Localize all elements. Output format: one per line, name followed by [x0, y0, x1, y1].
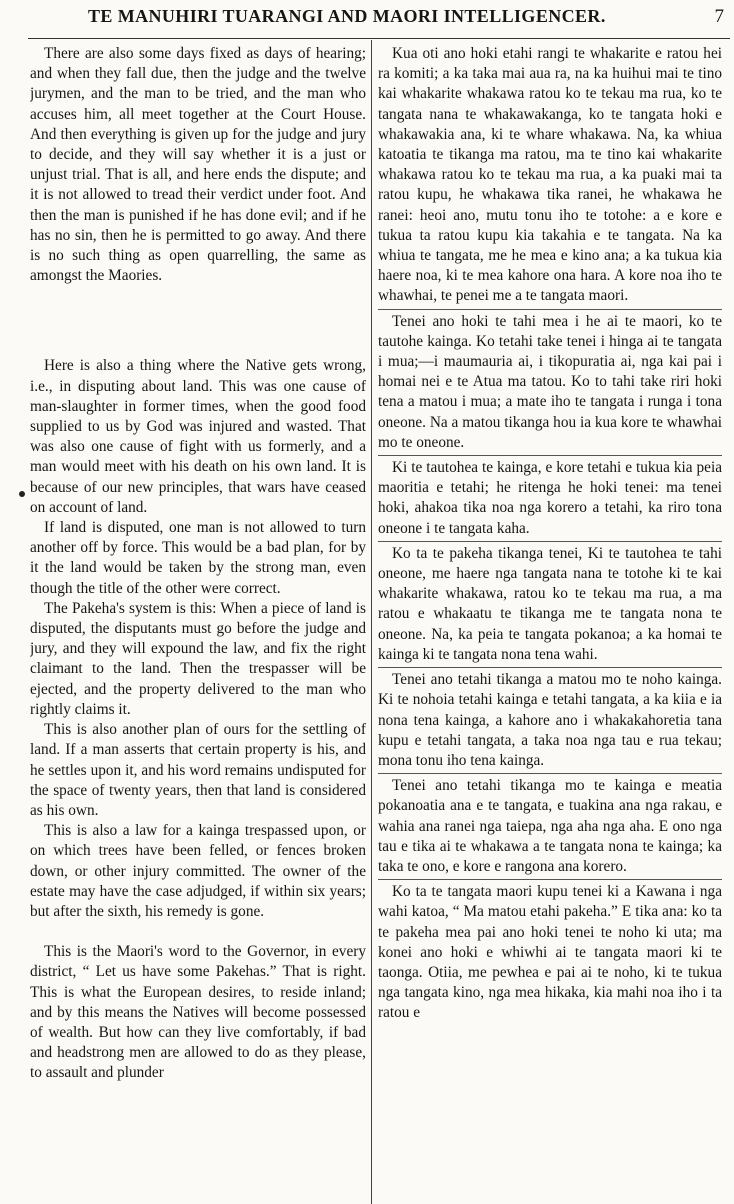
- header-rule: [28, 38, 730, 39]
- paragraph-rule: [378, 541, 722, 542]
- paragraph-rule: [378, 773, 722, 774]
- margin-mark: [19, 491, 25, 497]
- page-number: 7: [714, 6, 724, 27]
- english-paragraph: Here is also a thing where the Native gets wrong, i.e., in disputing about land. This was one cause of man-slaughter in former times, when the good food supplied to us by God was injured and wasted. That was also one cause of fight with us formerly, and a man would meet with his death on his own land. It is because of our new principles, that wars have ceased on account of land.: [30, 357, 366, 516]
- maori-paragraph: Kua oti ano hoki etahi rangi te whakarite e ratou hei ra komiti; a ka taka mai aua ra, na ka huihui mai te tino kai whakarite whakawa ratou ko te tekau ma rua, ko te tangata nana te whakawakanga, ko te tangata hoki e whakawakia ana, ki te whare whakawa. Na, ka whiua katoatia te tikanga ma ratou, ma te tino kai whakarite whakawa ratou ko te tekau ma rua, a ka puaki mai ta ratou kupu, he whakawa tika ranei, he whakawa he ranei: heoi ano, mutu tonu iho te totohe: a e kore e tukua ta ratou kupu kia takahia e te tangata. Na ka whiua te tangata, me he mea e kino ana; a ka tukua kia haere noa, ki te mea kahore ona hara. A kore noa iho te whawhai, te penei me a te tangata maori.: [378, 45, 722, 305]
- paragraph-rule: [378, 879, 722, 880]
- english-paragraph: If land is disputed, one man is not allowed to turn another off by force. This would be a bad plan, for by it the land would be taken by the strong man, even though the title of the other were correct.: [30, 519, 366, 597]
- maori-paragraph: Ko ta te tangata maori kupu tenei ki a Kawana i nga wahi katoa, “ Ma matou etahi pakeha.” E tika ana: ko ta te pakeha mea pai ano hoki tenei te noho ki uta; ma konei ano hoki e whiwhi ai te tangata maori ki te taonga. Otiia, me pewhea e pai ai te noho, ki te tukua nga tangata kino, nga mea hikaka, kia mahi noa iho i ta ratou e: [378, 883, 722, 1022]
- maori-paragraph: Tenei ano tetahi tikanga mo te kainga e meatia pokanoatia ana e te tangata, e tuakina ana nga rakau, e wahia ana ranei nga taiepa, nga aha nga aha. E ono nga tau e tika ai te whakawa a te tangata nona te kainga; ka taka te ono, e kore e rangona ana korero.: [378, 777, 722, 875]
- english-paragraph: This is the Maori's word to the Governor, in every district, “ Let us have some Pakehas.” That is right. This is what the European desires, to reside inland; and by this means the Natives will become possessed of wealth. But how can they live comfortably, if bad and headstrong men are allowed to do as they please, to assault and plunder: [30, 943, 366, 1082]
- maori-paragraph: Tenei ano hoki te tahi mea i he ai te maori, ko te tautohe kainga. Ko tetahi take tenei i hinga ai te tangata i mua;—i maumauria ai, i tikopuratia ai, nga kai pai i homai nei e te Atua ma tatou. Ko to tahi take riri hoki tena a matou i mua; a mate iho te tangata i runga i tona oneone. Na a matou tikanga hou ia kua kore te whawhai mo te oneone.: [378, 312, 722, 451]
- column-divider: [371, 40, 372, 1204]
- paragraph-rule: [378, 455, 722, 456]
- page-header: [0, 6, 734, 34]
- maori-paragraph: Tenei ano tetahi tikanga a matou mo te noho kainga. Ki te nohoia tetahi kainga e tetahi tangata, a ka kiia e ia nona tena kainga, a kahore ano i whakakahoretia tana kupu e tetahi tangata, a taka noa nga tau e rua tekau; mona tonu iho tena kainga.: [378, 671, 722, 769]
- english-paragraph: This is also another plan of ours for the settling of land. If a man asserts that certain property is his, and he settles upon it, and his word remains undisputed for the space of twenty years, then that land is considered as his own.: [30, 721, 366, 819]
- maori-column: [378, 44, 722, 1200]
- masthead-title: TE MANUHIRI TUARANGI AND MAORI INTELLIGENCER.: [88, 6, 606, 26]
- english-column: [30, 44, 366, 1200]
- maori-paragraph: Ki te tautohea te kainga, e kore tetahi e tukua kia peia maoritia e tetahi; he ritenga he hoki tenei: ma tenei hoki, ahakoa tika noa nga korero a tetahi, ka riro tona oneone i te tangata kaha.: [378, 459, 722, 537]
- maori-paragraph: Ko ta te pakeha tikanga tenei, Ki te tautohea te tahi oneone, me haere nga tangata nana te totohe ki te kai whakarite whakawa, ratou ko te tekau ma rua, a ma ratou e whakaatu te tikanga me te tangata nona te oneone. Na, ka peia te tangata pokanoa; a ka homai te kainga ki te tangata nona tena wahi.: [378, 544, 722, 663]
- paragraph-rule: [378, 667, 722, 668]
- english-paragraph: The Pakeha's system is this: When a piece of land is disputed, the disputants must go before the judge and jury, and they will expound the law, and fix the right claimant to the land. Then the trespasser will be ejected, and the property delivered to the man who rightly claims it.: [30, 599, 366, 718]
- english-paragraph: There are also some days fixed as days of hearing; and when they fall due, then the judge and the twelve jurymen, and the man to be tried, and the man who accuses him, all meet together at the Court House. And then everything is given up for the judge and jury to decide, and they will say whether it is a just or unjust trial. That is all, and here ends the dispute; and it is not allowed to tread their verdict under foot. And then the man is punished if he has done evil; and if he has no sin, then he is permitted to go away. And there is no such thing as open quarrelling, the same as amongst the Maories.: [30, 45, 366, 285]
- english-paragraph: This is also a law for a kainga trespassed upon, or on which trees have been felled, or fences broken down, or other injury committed. The owner of the estate may have the case adjudged, if within six years; but after the sixth, his remedy is gone.: [30, 822, 366, 920]
- paragraph-rule: [378, 309, 722, 310]
